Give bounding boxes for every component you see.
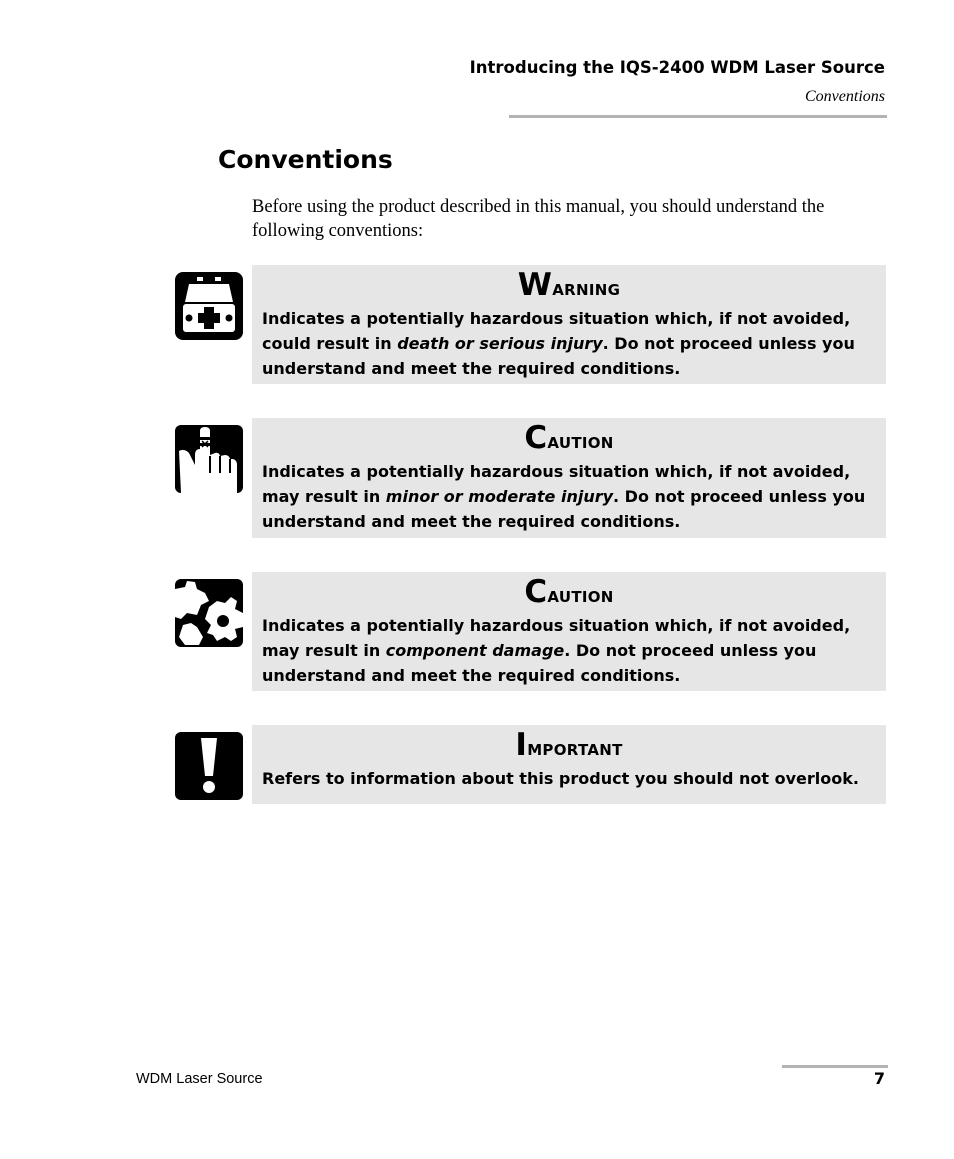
header-rule: [509, 115, 887, 118]
footer-product-name: WDM Laser Source: [136, 1071, 263, 1087]
notice-heading: Important: [515, 727, 623, 763]
injured-finger-icon: [175, 425, 243, 493]
notice-heading: Caution: [524, 574, 614, 610]
footer-rule: [782, 1065, 888, 1068]
notice-text: Indicates a potentially hazardous situation which, if not avoided, may result in minor or moderate injury. Do not proceed unless you understand and meet the required conditions.: [262, 462, 866, 531]
notice-heading: Warning: [517, 267, 621, 303]
exclamation-icon: [175, 732, 243, 800]
notice-heading: Caution: [524, 420, 614, 456]
important-notice: [252, 725, 886, 804]
notice-text: Indicates a potentially hazardous situation which, if not avoided, could result in death or serious injury. Do not proceed unless you understand and meet the required conditions.: [262, 309, 855, 378]
running-header-subtitle: Conventions: [805, 88, 885, 105]
caution-damage-notice: [252, 572, 886, 691]
page-number: 7: [873, 1069, 885, 1088]
caution-injury-notice: [252, 418, 886, 538]
running-header-title: Introducing the IQS-2400 WDM Laser Source: [469, 58, 885, 77]
ambulance-icon: [175, 272, 243, 340]
intro-paragraph: Before using the product described in this manual, you should understand the following conventions:: [252, 197, 825, 241]
notice-text: Indicates a potentially hazardous situation which, if not avoided, may result in component damage. Do not proceed unless you understand and meet the required conditions.: [262, 616, 851, 685]
broken-gear-icon: [175, 579, 243, 647]
notice-text: Refers to information about this product you should not overlook.: [262, 769, 859, 788]
warning-notice: [252, 265, 886, 384]
section-title: Conventions: [218, 145, 393, 174]
